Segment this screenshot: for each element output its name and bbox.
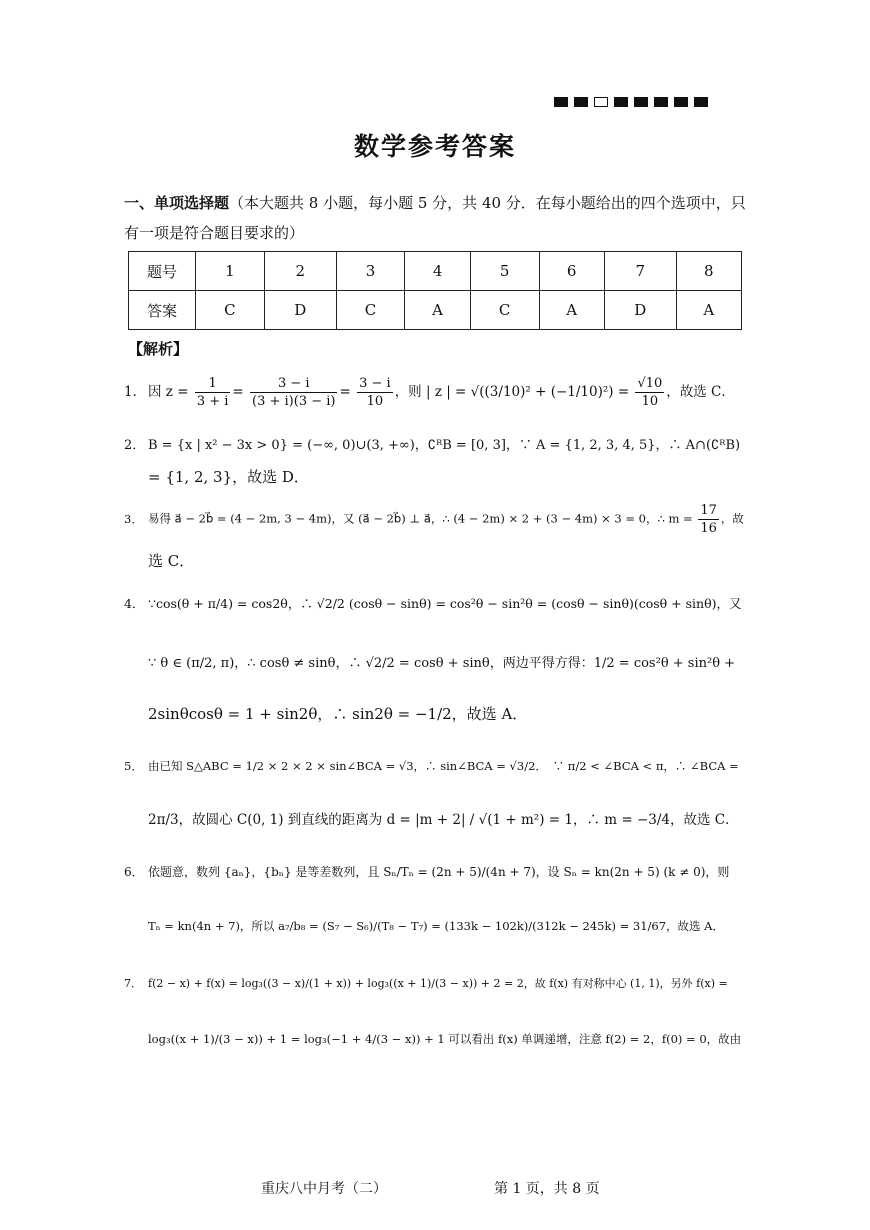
table-cell: 4	[405, 252, 470, 291]
solution-number: 2．	[124, 438, 146, 453]
solution-6	[124, 863, 748, 880]
solution-text: B = {x | x² − 3x > 0} = (−∞, 0)∪(3, +∞)，∁ᴿB = [0, 3]，∵ A = {1, 2, 3, 4, 5}，∴ A∩(∁ᴿB)	[148, 438, 741, 453]
marker-square	[574, 97, 588, 107]
solution-4	[124, 594, 748, 612]
marker-square	[674, 97, 688, 107]
solution-4-line-2: ∵ θ ∈ (π/2, π)，∴ cosθ ≠ sinθ，∴ √2/2 = cosθ + sinθ，两边平得方得：1/2 = cos²θ + sin²θ +	[148, 656, 736, 671]
table-cell: A	[539, 291, 604, 330]
solution-text: ∵cos(θ + π/4) = cos2θ，∴ √2/2 (cosθ − sinθ) = cos²θ − sin²θ = (cosθ − sinθ)(cosθ + sinθ)，又	[148, 596, 742, 611]
table-cell: 7	[604, 252, 676, 291]
table-cell: D	[604, 291, 676, 330]
numerator: 17	[700, 503, 717, 518]
numerator: √10	[637, 376, 663, 391]
solution-3-line-2: 选 C．	[148, 552, 195, 570]
analysis-heading: 【解析】	[128, 340, 189, 358]
fraction	[635, 375, 664, 410]
table-cell: C	[196, 291, 265, 330]
marker-square	[554, 97, 568, 107]
fraction	[698, 502, 719, 537]
solution-number: 6．	[124, 865, 144, 879]
row-label: 答案	[129, 291, 196, 330]
table-cell: A	[405, 291, 470, 330]
table-cell: 2	[264, 252, 336, 291]
fraction	[195, 375, 231, 410]
table-cell: 3	[336, 252, 405, 291]
fraction	[250, 375, 337, 410]
footer-exam-name: 重庆八中月考（二）	[261, 1181, 387, 1197]
marker-square	[634, 97, 648, 107]
solution-number: 4．	[124, 596, 145, 611]
table-cell: 6	[539, 252, 604, 291]
page-title: 数学参考答案	[353, 132, 516, 161]
solution-text: ，故选 C．	[666, 384, 735, 400]
denominator: 10	[641, 394, 659, 409]
solution-2-line-2: = {1, 2, 3}，故选 D．	[148, 468, 309, 486]
solution-number: 7．	[124, 977, 142, 990]
denominator: 16	[700, 521, 717, 536]
solution-7	[124, 975, 748, 991]
table-row-answers	[129, 291, 742, 330]
solution-text: ，则 | z | = √((3/10)² + (−1/10)²) =	[394, 384, 630, 400]
solution-1	[124, 375, 748, 410]
table-cell: D	[264, 291, 336, 330]
solution-5-line-2: 2π/3，故圆心 C(0, 1) 到直线的距离为 d = |m + 2| / √(1 + m²) = 1，∴ m = −3/4，故选 C．	[148, 812, 739, 828]
solution-4-line-3: 2sinθcosθ = 1 + sin2θ，∴ sin2θ = −1/2，故选 A．	[148, 705, 528, 723]
marker-square	[654, 97, 668, 107]
section-description: （本大题共 8 小题，每小题 5 分，共 40 分．在每小题给出的四个选项中，只有一项是符合题目要求的）	[124, 194, 746, 242]
table-cell: 1	[196, 252, 265, 291]
solution-2	[124, 434, 748, 453]
solution-7-line-2: log₃((x + 1)/(3 − x)) + 1 = log₃(−1 + 4/(3 − x)) + 1 可以看出 f(x) 单调递增，注意 f(2) = 2，f(0) = 0，故由	[148, 1032, 742, 1046]
table-cell: 8	[676, 252, 741, 291]
solution-text: =	[339, 384, 351, 400]
denominator: 3 + i	[196, 394, 229, 409]
fraction	[357, 375, 393, 410]
solution-text: ，故	[720, 511, 744, 526]
solution-6-line-2: Tₙ = kn(4n + 7)，所以 a₇/b₈ = (S₇ − S₆)/(T₈ − T₇) = (133k − 102k)/(312k − 245k) = 31/67，故选 A．	[148, 919, 724, 933]
marker-square	[614, 97, 628, 107]
numerator: 3 − i	[359, 376, 391, 391]
denominator: (3 + i)(3 − i)	[252, 394, 336, 409]
page-marker-squares	[554, 97, 708, 108]
solution-3	[124, 502, 748, 537]
row-label: 题号	[129, 252, 196, 291]
table-cell: A	[676, 291, 741, 330]
section-label: 一、单项选择题	[124, 194, 230, 212]
solution-number: 1．	[124, 384, 147, 400]
solution-text: =	[232, 384, 244, 400]
solution-number: 3．	[124, 511, 143, 526]
table-cell: 5	[470, 252, 539, 291]
solution-5	[124, 758, 748, 774]
denominator: 10	[366, 394, 384, 409]
numerator: 1	[195, 375, 231, 393]
answer-table	[128, 251, 742, 330]
marker-square-empty	[594, 97, 608, 107]
table-cell: C	[336, 291, 405, 330]
solution-text: 因 z =	[148, 384, 189, 400]
marker-square	[694, 97, 708, 107]
numerator: 3 − i	[250, 375, 337, 393]
section-heading	[124, 188, 748, 248]
table-row-numbers	[129, 252, 742, 291]
solution-text: 由已知 S△ABC = 1/2 × 2 × 2 × sin∠BCA = √3，∴ sin∠BCA = √3/2． ∵ π/2 < ∠BCA < π，∴ ∠BCA =	[148, 759, 739, 773]
footer-page-number: 第 1 页，共 8 页	[494, 1181, 600, 1197]
solution-text: f(2 − x) + f(x) = log₃((3 − x)/(1 + x)) + log₃((x + 1)/(3 − x)) + 2 = 2，故 f(x) 有对称中心 (1, 1)，另外 f(x) =	[148, 977, 728, 990]
solution-text: 易得 a⃗ − 2b⃗ = (4 − 2m, 3 − 4m)，又 (a⃗ − 2b⃗) ⊥ a⃗，∴ (4 − 2m) × 2 + (3 − 4m) × 3 = 0，∴ m =	[148, 511, 693, 526]
table-cell: C	[470, 291, 539, 330]
solution-text: 依题意，数列 {aₙ}，{bₙ} 是等差数列，且 Sₙ/Tₙ = (2n + 5)/(4n + 7)，设 Sₙ = kn(2n + 5) (k ≠ 0)，则	[148, 865, 730, 879]
solution-number: 5．	[124, 759, 143, 773]
